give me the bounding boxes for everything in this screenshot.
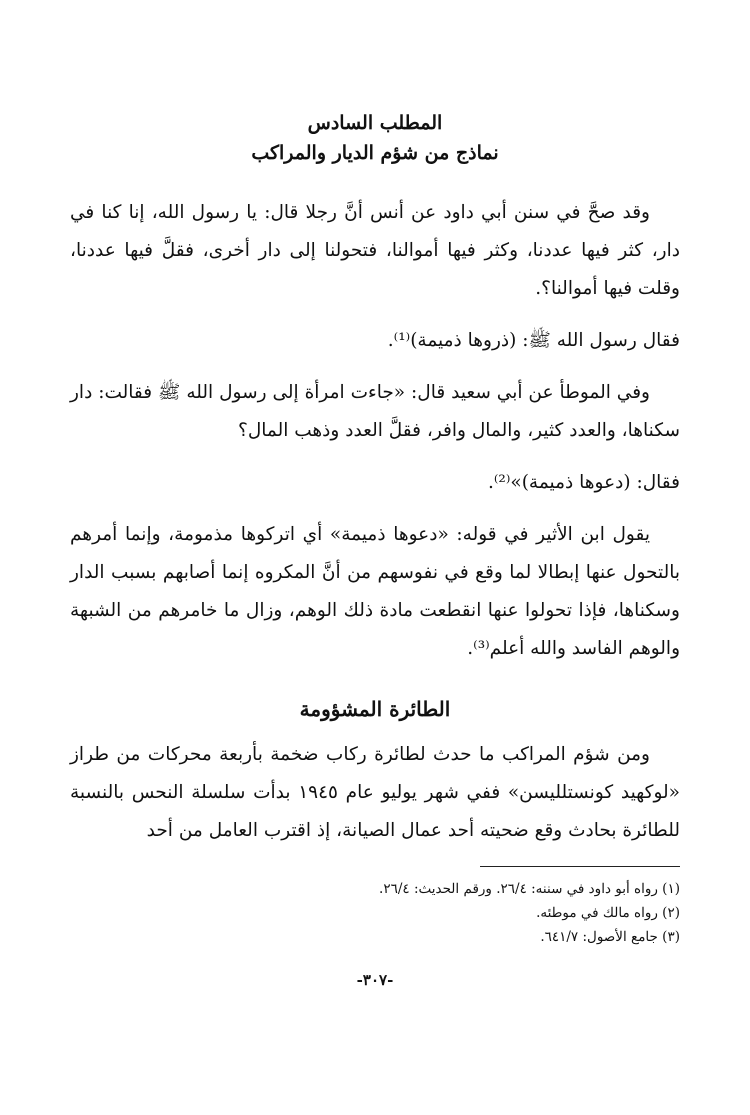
page-number: -٣٠٧- <box>356 971 394 989</box>
section-title: الطائرة المشؤومة <box>299 697 451 721</box>
paragraph-4: فقال: (دعوها ذميمة)»⁽²⁾. <box>487 472 680 493</box>
paragraph-1: وقد صحَّ في سنن أبي داود عن أنس أنَّ رجلا قال: يا رسول الله، إنا كنا في دار، كثر فيها عددنا، وكثر فيها أموالنا، فتحولنا إلى دار أخرى، فقلَّ فيها عددنا، وقلت فيها أموالنا؟. <box>70 202 680 299</box>
chapter-title: المطلب السادس <box>307 112 443 134</box>
footnote-divider <box>480 866 680 867</box>
footnote-3: (٣) جامع الأصول: ٦٤١/٧. <box>540 929 680 945</box>
chapter-subtitle: نماذج من شؤم الديار والمراكب <box>251 142 499 164</box>
footnote-2: (٢) رواه مالك في موطئه. <box>536 905 680 921</box>
section-paragraph: ومن شؤم المراكب ما حدث لطائرة ركاب ضخمة بأربعة محركات من طراز «لوكهيد كونستلليسن» ففي شهر يوليو عام ١٩٤٥ بدأت سلسلة النحس بالنسبة للطائرة بحادث وقع ضحيته أحد عمال الصيانة، إذ اقترب العامل من أحد <box>70 744 680 841</box>
footnotes <box>70 877 680 949</box>
footnote-1: (١) رواه أبو داود في سننه: ٢٦/٤. ورقم الحديث: ٢٦/٤. <box>379 881 680 897</box>
paragraph-2: فقال رسول الله ﷺ: (ذروها ذميمة)⁽¹⁾. <box>387 330 680 351</box>
paragraph-3: وفي الموطأ عن أبي سعيد قال: «جاءت امرأة إلى رسول الله ﷺ فقالت: دار سكناها، والعدد كثير، والمال وافر، فقلَّ العدد وذهب المال؟ <box>70 382 680 441</box>
book-page <box>70 108 680 989</box>
paragraph-5: يقول ابن الأثير في قوله: «دعوها ذميمة» أي اتركوها مذمومة، وإنما أمرهم بالتحول عنها إبطالا لما وقع في نفوسهم من أنَّ المكروه إنما أصابهم بسبب الدار وسكناها، فإذا تحولوا عنها انقطعت مادة ذلك الوهم، وزال ما خامرهم من الشبهة والوهم الفاسد والله أعلم⁽³⁾. <box>70 524 680 659</box>
